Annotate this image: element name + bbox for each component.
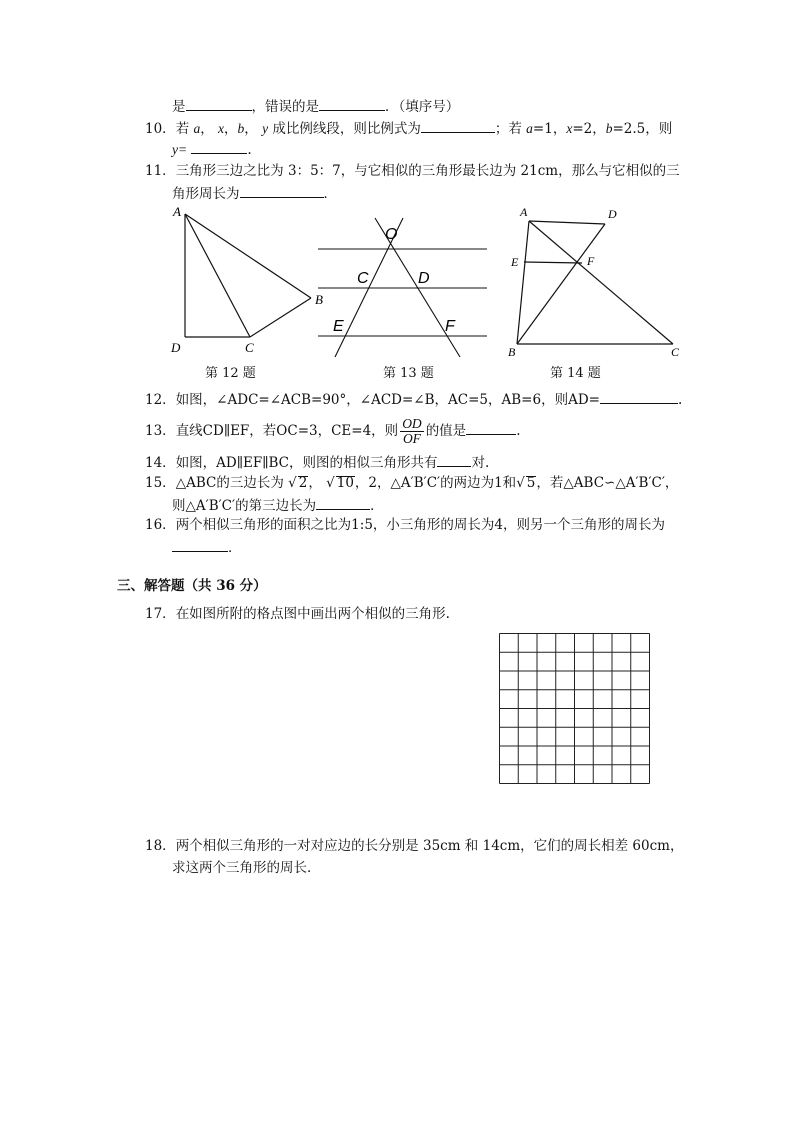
fig12-caption: 第 12 题 bbox=[205, 366, 256, 381]
question-14: 14．如图，AD∥EF∥BC，则图的相似三角形共有 对. bbox=[145, 452, 489, 473]
question-16: 16．两个相似三角形的面积之比为1:5，小三角形的周长为4，则另一个三角形的周长为 bbox=[145, 517, 666, 533]
fig14-caption: 第 14 题 bbox=[550, 366, 601, 381]
question-17: 17．在如图所附的格点图中画出两个相似的三角形. bbox=[145, 606, 450, 622]
fig14-label-a: A bbox=[520, 205, 528, 219]
question-16-line2: ． bbox=[172, 537, 242, 558]
fig13-label-c: C bbox=[357, 270, 369, 287]
question-11: 11．三角形三边之比为 3：5：7，与它相似的三角形最长边为 21cm，那么与它相似的三 bbox=[145, 163, 680, 179]
question-18-line2: 求这两个三角形的周长． bbox=[172, 860, 321, 876]
question-10: 10．若 a， x，b， y 成比例线段，则比例式为 ；若 a=1，x=2，b=2.5，则 bbox=[145, 118, 672, 139]
fig13-label-o: O bbox=[385, 226, 398, 243]
answer-blank[interactable] bbox=[437, 452, 471, 467]
fig13-label-f: F bbox=[445, 318, 455, 335]
fig14-label-f: F bbox=[587, 254, 595, 268]
answer-blank[interactable] bbox=[421, 118, 495, 133]
answer-blank[interactable] bbox=[466, 420, 516, 435]
fig12-label-b: B bbox=[315, 292, 323, 307]
fig14-label-c: C bbox=[671, 345, 680, 359]
answer-blank[interactable] bbox=[191, 139, 247, 154]
answer-blank[interactable] bbox=[186, 96, 252, 111]
question-11-line2: 角形周长为 ． bbox=[172, 183, 337, 204]
question-12: 12．如图，∠ADC=∠ACB=90°，∠ACD=∠B，AC=5，AB=6，则AD= . bbox=[145, 389, 682, 410]
fig12-label-c: C bbox=[245, 340, 254, 355]
fig13-label-d: D bbox=[418, 270, 430, 287]
answer-blank[interactable] bbox=[319, 96, 385, 111]
q9-continuation: 是 ，错误的是 ．（填序号） bbox=[172, 96, 459, 117]
figure-12 bbox=[165, 204, 325, 359]
fig14-label-e: E bbox=[511, 255, 519, 269]
fig14-label-b: B bbox=[508, 345, 516, 359]
answer-blank[interactable] bbox=[316, 495, 370, 510]
grid-figure[interactable] bbox=[498, 632, 652, 787]
fig12-label-a: A bbox=[173, 204, 181, 219]
answer-blank[interactable] bbox=[240, 183, 324, 198]
question-18: 18．两个相似三角形的一对对应边的长分别是 35cm 和 14cm，它们的周长相差 60cm， bbox=[145, 838, 684, 854]
question-10-line2: y= . bbox=[172, 139, 252, 160]
figure-13 bbox=[315, 212, 495, 362]
fraction-od-of: $\frac{OD}{OF}$ bbox=[402, 416, 422, 446]
fig14-label-d: D bbox=[608, 207, 617, 221]
fig12-label-d: D bbox=[171, 340, 181, 355]
answer-blank[interactable] bbox=[600, 389, 678, 404]
answer-blank[interactable] bbox=[172, 537, 228, 552]
question-15: 15．△ABC的三边长为 √ 2， √ 10，2，△A′B′C′的两边为1和√ 5，若△ABC∽△A′B′C′， bbox=[145, 475, 679, 491]
fig13-label-e: E bbox=[333, 318, 344, 335]
section-heading: 三、解答题（共 36 分） bbox=[117, 578, 267, 594]
fig13-caption: 第 13 题 bbox=[383, 366, 434, 381]
figure-14 bbox=[505, 204, 690, 359]
question-15-line2: 则△A′B′C′的第三边长为 ． bbox=[172, 495, 384, 516]
question-13: 13．直线CD∥EF，若OC=3，CE=4，则 $\frac{OD}{OF}$ 的值是 . bbox=[145, 416, 521, 446]
